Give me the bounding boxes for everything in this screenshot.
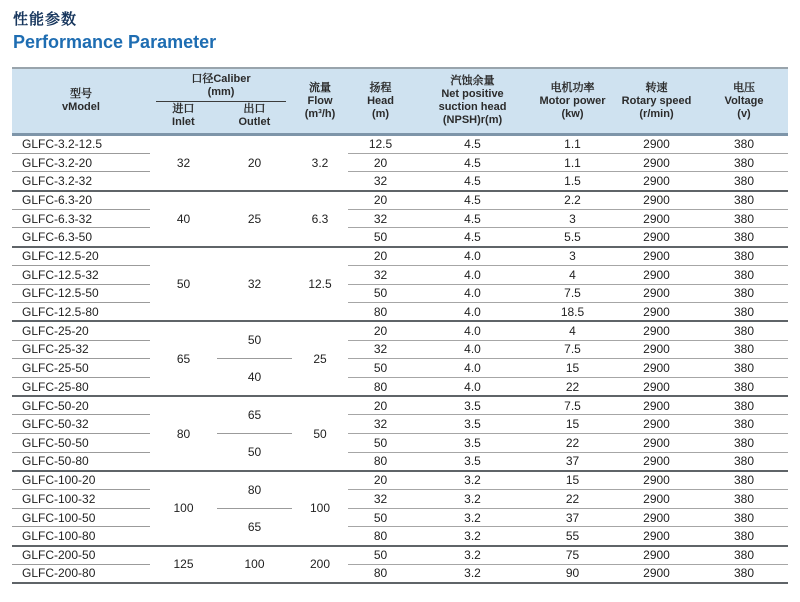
header-outlet [217,103,292,129]
outlet-cell: 40 [247,370,262,385]
head-cell: 20 [348,153,413,172]
model-cell: GLFC-50-20 [12,396,150,415]
header-caliber [150,68,292,135]
power-cell: 18.5 [532,303,613,322]
power-cell: 1.5 [532,172,613,191]
voltage-cell: 380 [700,303,788,322]
model-cell: GLFC-25-32 [12,340,150,359]
head-cell: 50 [348,359,413,378]
table-header [12,68,788,135]
model-cell: GLFC-50-50 [12,434,150,453]
header-motor-power: 电机功率 Motor power (kw) [532,68,613,135]
head-cell: 80 [348,564,413,583]
head-cell: 80 [348,452,413,471]
npsh-cell: 3.5 [413,452,532,471]
voltage-cell: 380 [700,135,788,154]
npsh-cell: 3.5 [413,434,532,453]
model-cell: GLFC-50-80 [12,452,150,471]
model-cell: GLFC-200-80 [12,564,150,583]
table-row [12,191,788,210]
header-outlet-zh: 出口 [243,103,266,115]
table-row [12,135,788,154]
table-row [12,153,788,172]
table-row [12,490,788,509]
table-row [12,359,788,378]
table-row [12,284,788,303]
inlet-cell: 40 [150,191,217,247]
voltage-cell: 380 [700,340,788,359]
header-npsh: 汽蚀余量 Net positive suction head (NPSH)r(m) [413,68,532,135]
head-cell: 20 [348,247,413,266]
model-cell: GLFC-100-20 [12,471,150,490]
inlet-cell: 50 [150,247,217,322]
voltage-cell: 380 [700,434,788,453]
voltage-cell: 380 [700,377,788,396]
power-cell: 15 [532,415,613,434]
model-cell: GLFC-25-80 [12,377,150,396]
head-cell: 50 [348,508,413,527]
npsh-cell: 4.5 [413,191,532,210]
power-cell: 15 [532,471,613,490]
speed-cell: 2900 [613,284,700,303]
voltage-cell: 380 [700,490,788,509]
power-cell: 22 [532,377,613,396]
power-cell: 3 [532,247,613,266]
speed-cell: 2900 [613,135,700,154]
inlet-cell: 65 [150,321,217,396]
npsh-cell: 4.5 [413,135,532,154]
table-row [12,452,788,471]
model-cell: GLFC-100-80 [12,527,150,546]
power-cell: 55 [532,527,613,546]
speed-cell: 2900 [613,228,700,247]
head-cell: 50 [348,228,413,247]
model-cell: GLFC-6.3-20 [12,191,150,210]
voltage-cell: 380 [700,209,788,228]
npsh-cell: 4.0 [413,321,532,340]
power-cell: 90 [532,564,613,583]
npsh-cell: 4.0 [413,303,532,322]
npsh-cell: 3.2 [413,546,532,565]
npsh-cell: 3.2 [413,490,532,509]
power-cell: 37 [532,508,613,527]
model-cell: GLFC-12.5-20 [12,247,150,266]
npsh-cell: 4.5 [413,209,532,228]
npsh-cell: 3.2 [413,564,532,583]
flow-cell: 100 [292,471,348,546]
speed-cell: 2900 [613,452,700,471]
head-cell: 80 [348,377,413,396]
header-head: 扬程 Head (m) [348,68,413,135]
outlet-cell: 50 [247,444,262,459]
table-row [12,564,788,583]
speed-cell: 2900 [613,546,700,565]
model-cell: GLFC-12.5-50 [12,284,150,303]
power-cell: 7.5 [532,284,613,303]
head-cell: 20 [348,471,413,490]
table-row [12,265,788,284]
table-row [12,396,788,415]
power-cell: 5.5 [532,228,613,247]
speed-cell: 2900 [613,564,700,583]
npsh-cell: 3.5 [413,415,532,434]
speed-cell: 2900 [613,153,700,172]
npsh-cell: 4.0 [413,359,532,378]
flow-cell: 25 [292,321,348,396]
head-cell: 80 [348,303,413,322]
header-voltage: 电压 Voltage (v) [700,68,788,135]
table-row [12,209,788,228]
header-rotary-speed: 转速 Rotary speed (r/min) [613,68,700,135]
model-cell: GLFC-6.3-50 [12,228,150,247]
model-cell: GLFC-100-50 [12,508,150,527]
inlet-cell: 125 [150,546,217,583]
voltage-cell: 380 [700,321,788,340]
inlet-cell: 32 [176,155,191,170]
npsh-cell: 4.5 [413,153,532,172]
outlet-cell: 65 [217,396,292,433]
model-cell: GLFC-12.5-32 [12,265,150,284]
speed-cell: 2900 [613,377,700,396]
voltage-cell: 380 [700,452,788,471]
speed-cell: 2900 [613,359,700,378]
voltage-cell: 380 [700,172,788,191]
power-cell: 22 [532,490,613,509]
speed-cell: 2900 [613,321,700,340]
speed-cell: 2900 [613,209,700,228]
header-inlet-en: Inlet [172,116,195,128]
table-row [12,247,788,266]
header-model-zh: 型号 [70,88,92,100]
outlet-cell: 32 [217,247,292,322]
head-cell: 32 [348,265,413,284]
voltage-cell: 380 [700,228,788,247]
header-caliber-unit: (mm) [207,86,235,98]
header-inlet [150,103,217,129]
model-cell: GLFC-6.3-32 [12,209,150,228]
table-row [12,434,788,453]
npsh-cell: 3.2 [413,527,532,546]
npsh-cell: 3.5 [413,396,532,415]
head-cell: 80 [348,527,413,546]
npsh-cell: 4.0 [413,284,532,303]
table-row [12,303,788,322]
voltage-cell: 380 [700,359,788,378]
model-cell: GLFC-3.2-20 [12,153,150,172]
outlet-cell: 25 [217,191,292,247]
model-cell: GLFC-25-20 [12,321,150,340]
speed-cell: 2900 [613,434,700,453]
speed-cell: 2900 [613,508,700,527]
table-row [12,527,788,546]
header-flow: 流量 Flow (m³/h) [292,68,348,135]
npsh-cell: 4.0 [413,265,532,284]
power-cell: 3 [532,209,613,228]
npsh-cell: 4.5 [413,228,532,247]
table-row [12,321,788,340]
voltage-cell: 380 [700,508,788,527]
page-titles [13,8,216,53]
inlet-cell: 100 [150,471,217,546]
voltage-cell: 380 [700,396,788,415]
flow-cell: 3.2 [311,155,329,170]
model-cell: GLFC-25-50 [12,359,150,378]
head-cell: 32 [348,209,413,228]
power-cell: 37 [532,452,613,471]
voltage-cell: 380 [700,153,788,172]
voltage-cell: 380 [700,191,788,210]
power-cell: 15 [532,359,613,378]
voltage-cell: 380 [700,471,788,490]
head-cell: 20 [348,191,413,210]
npsh-cell: 4.5 [413,172,532,191]
head-cell: 50 [348,546,413,565]
caliber-divider [156,101,287,102]
model-cell: GLFC-50-32 [12,415,150,434]
power-cell: 22 [532,434,613,453]
outlet-cell: 20 [247,155,262,170]
speed-cell: 2900 [613,303,700,322]
flow-cell: 200 [292,546,348,583]
table-row [12,415,788,434]
head-cell: 32 [348,415,413,434]
header-inlet-zh: 进口 [172,103,195,115]
power-cell: 1.1 [532,153,613,172]
speed-cell: 2900 [613,172,700,191]
head-cell: 32 [348,172,413,191]
voltage-cell: 380 [700,527,788,546]
power-cell: 4 [532,321,613,340]
speed-cell: 2900 [613,340,700,359]
table-row [12,340,788,359]
table-row [12,471,788,490]
power-cell: 7.5 [532,396,613,415]
inlet-cell: 80 [150,396,217,471]
flow-cell: 12.5 [292,247,348,322]
page-title-en: Performance Parameter [13,32,217,52]
table-row [12,377,788,396]
table-row [12,508,788,527]
performance-parameter-table [12,67,788,584]
table-body [12,135,788,584]
power-cell: 4 [532,265,613,284]
outlet-cell: 80 [217,471,292,508]
model-cell: GLFC-3.2-32 [12,172,150,191]
npsh-cell: 3.2 [413,508,532,527]
speed-cell: 2900 [613,471,700,490]
power-cell: 7.5 [532,340,613,359]
head-cell: 50 [348,434,413,453]
flow-cell: 50 [292,396,348,471]
speed-cell: 2900 [613,396,700,415]
speed-cell: 2900 [613,490,700,509]
speed-cell: 2900 [613,265,700,284]
header-caliber-title: 口径Caliber [191,73,251,85]
npsh-cell: 3.2 [413,471,532,490]
power-cell: 1.1 [532,135,613,154]
model-cell: GLFC-100-32 [12,490,150,509]
speed-cell: 2900 [613,415,700,434]
npsh-cell: 4.0 [413,247,532,266]
voltage-cell: 380 [700,415,788,434]
voltage-cell: 380 [700,546,788,565]
model-cell: GLFC-3.2-12.5 [12,135,150,154]
header-outlet-en: Outlet [238,116,271,128]
outlet-cell: 100 [217,546,292,583]
page-title-zh: 性能参数 [13,11,78,28]
voltage-cell: 380 [700,564,788,583]
npsh-cell: 4.0 [413,377,532,396]
table-row [12,546,788,565]
head-cell: 32 [348,490,413,509]
header-model [12,68,150,135]
head-cell: 50 [348,284,413,303]
npsh-cell: 4.0 [413,340,532,359]
header-model-en: vModel [62,101,100,113]
power-cell: 2.2 [532,191,613,210]
speed-cell: 2900 [613,191,700,210]
flow-cell: 6.3 [292,191,348,247]
head-cell: 20 [348,321,413,340]
voltage-cell: 380 [700,265,788,284]
head-cell: 20 [348,396,413,415]
outlet-cell: 65 [247,519,262,534]
head-cell: 12.5 [348,135,413,154]
table-row [12,172,788,191]
head-cell: 32 [348,340,413,359]
outlet-cell: 50 [217,321,292,358]
voltage-cell: 380 [700,247,788,266]
model-cell: GLFC-12.5-80 [12,303,150,322]
speed-cell: 2900 [613,527,700,546]
power-cell: 75 [532,546,613,565]
table-row [12,228,788,247]
voltage-cell: 380 [700,284,788,303]
model-cell: GLFC-200-50 [12,546,150,565]
speed-cell: 2900 [613,247,700,266]
